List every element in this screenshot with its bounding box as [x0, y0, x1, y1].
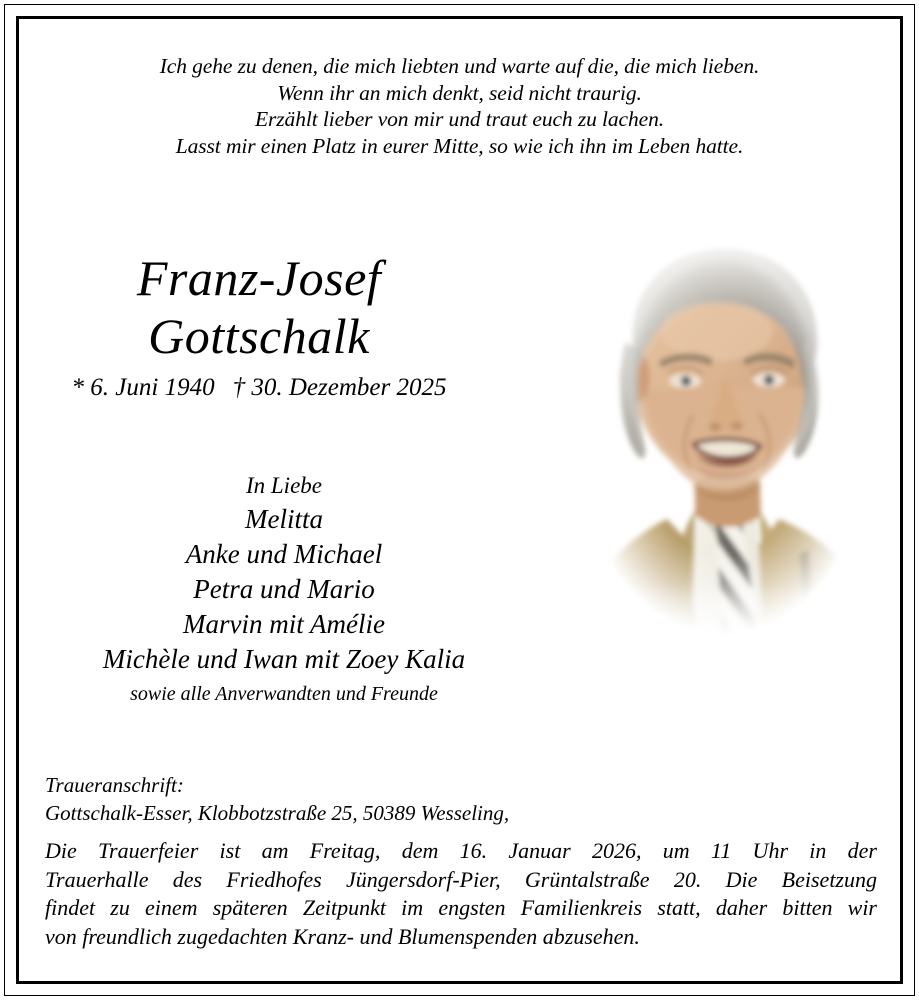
- deceased-name-block: [19, 249, 499, 403]
- poem-line-4: Lasst mir einen Platz in eurer Mitte, so wie ich ihn im Leben hatte.: [175, 133, 744, 158]
- mourners-intro: In Liebe: [245, 473, 322, 498]
- ceremony-line-1: Die Trauerfeier ist am Freitag, dem 16. Januar 2026, um 11 Uhr in der: [45, 838, 877, 863]
- deceased-family-name: Gottschalk: [148, 308, 370, 364]
- mourning-address-value: Gottschalk-Esser, Klobbotzstraße 25, 50389 Wesseling,: [45, 801, 510, 825]
- poem-line-1: Ich gehe zu denen, die mich liebten und warte auf die, die mich lieben.: [159, 54, 760, 78]
- mourner-2: Anke und Michael: [185, 539, 383, 569]
- mourner-3: Petra und Mario: [193, 574, 375, 604]
- birth-date: * 6. Juni 1940: [71, 374, 215, 401]
- mourner-5: Michèle und Iwan mit Zoey Kalia: [102, 644, 466, 674]
- ceremony-line-2: Trauerhalle des Friedhofes Jüngersdorf-Pier, Grüntalstraße 20. Die Beisetzung: [45, 866, 877, 892]
- mourner-1: Melitta: [245, 504, 323, 534]
- deceased-given-name: Franz-Josef: [136, 250, 382, 306]
- ceremony-details: [45, 837, 877, 951]
- mourners-block: [19, 469, 549, 709]
- mourner-4: Marvin mit Amélie: [183, 609, 385, 639]
- life-dates: [19, 373, 499, 403]
- memorial-poem: [19, 53, 900, 159]
- ceremony-line-4: von freundlich zugedachten Kranz- und Blumenspenden abzusehen.: [45, 923, 640, 949]
- mourning-address-label: Traueranschrift:: [45, 773, 184, 797]
- portrait-photo-image: [547, 219, 899, 724]
- portrait-photo: [547, 219, 899, 724]
- ceremony-line-3: findet zu einem späteren Zeitpunkt im engsten Familienkreis statt, daher bitten wir: [45, 895, 877, 920]
- mourners-footer: sowie alle Anverwandten und Freunde: [130, 683, 438, 705]
- notice-content: [19, 19, 900, 981]
- poem-line-3: Erzählt lieber von mir und traut euch zu lachen.: [254, 107, 665, 131]
- death-date: † 30. Dezember 2025: [232, 374, 447, 401]
- poem-line-2: Wenn ihr an mich denkt, seid nicht traurig.: [277, 80, 642, 105]
- mourning-address-block: [45, 771, 875, 827]
